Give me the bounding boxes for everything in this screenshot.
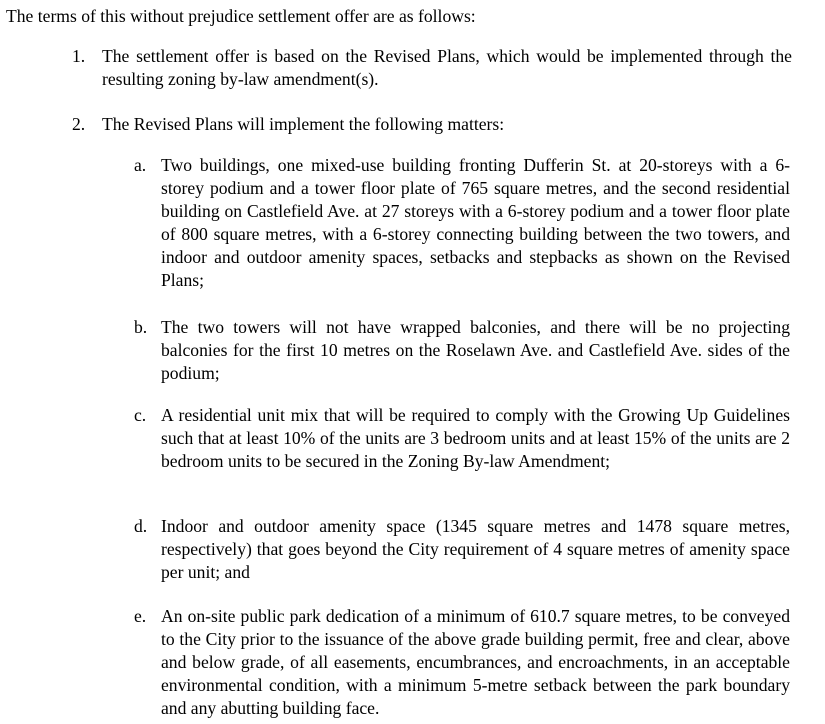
sub-item-text: Indoor and outdoor amenity space (1345 square metres and 1478 square metres, respectively) that goes beyond the City requirement of 4 square metres of amenity space per unit; and <box>161 516 790 582</box>
sub-item-text: The two towers will not have wrapped balconies, and there will be no projecting balconies for the first 10 metres on the Roselawn Ave. and Castlefield Ave. sides of the podium; <box>161 317 790 383</box>
item-number: 1. <box>72 46 86 66</box>
sub-item-letter: c. <box>134 405 147 425</box>
sub-item-letter: e. <box>134 606 147 626</box>
item-text: The settlement offer is based on the Revised Plans, which would be implemented through the resulting zoning by-law amendment(s). <box>102 46 792 89</box>
sub-item-letter: d. <box>134 516 148 536</box>
item-text: The Revised Plans will implement the following matters: <box>102 114 505 134</box>
item-number: 2. <box>72 114 86 134</box>
sub-item-text: An on-site public park dedication of a minimum of 610.7 square metres, to be conveyed to the City prior to the issuance of the above grade building permit, free and clear, above and below grade, of all easements, encumbrances, and encroachments, in an acceptable environmental condition, with a minimum 5-metre setback between the park boundary and any abutting building face. <box>161 606 790 718</box>
sub-item-text: A residential unit mix that will be required to comply with the Growing Up Guidelines such that at least 10% of the units are 3 bedroom units and at least 15% of the units are 2 bedroom units to be secured in the Zoning By-law Amendment; <box>161 405 790 471</box>
sub-item-letter: a. <box>134 155 147 175</box>
intro-paragraph: The terms of this without prejudice settlement offer are as follows: <box>6 6 476 26</box>
sub-item-letter: b. <box>134 317 148 337</box>
sub-item-text: Two buildings, one mixed-use building fronting Dufferin St. at 20-storeys with a 6-storey podium and a tower floor plate of 765 square metres, and the second residential building on Castlefield Ave. at 27 storeys with a 6-storey podium and a tower floor plate of 800 square metres, with a 6-storey connecting building between the two towers, and indoor and outdoor amenity spaces, setbacks and stepbacks as shown on the Revised Plans; <box>161 155 790 290</box>
